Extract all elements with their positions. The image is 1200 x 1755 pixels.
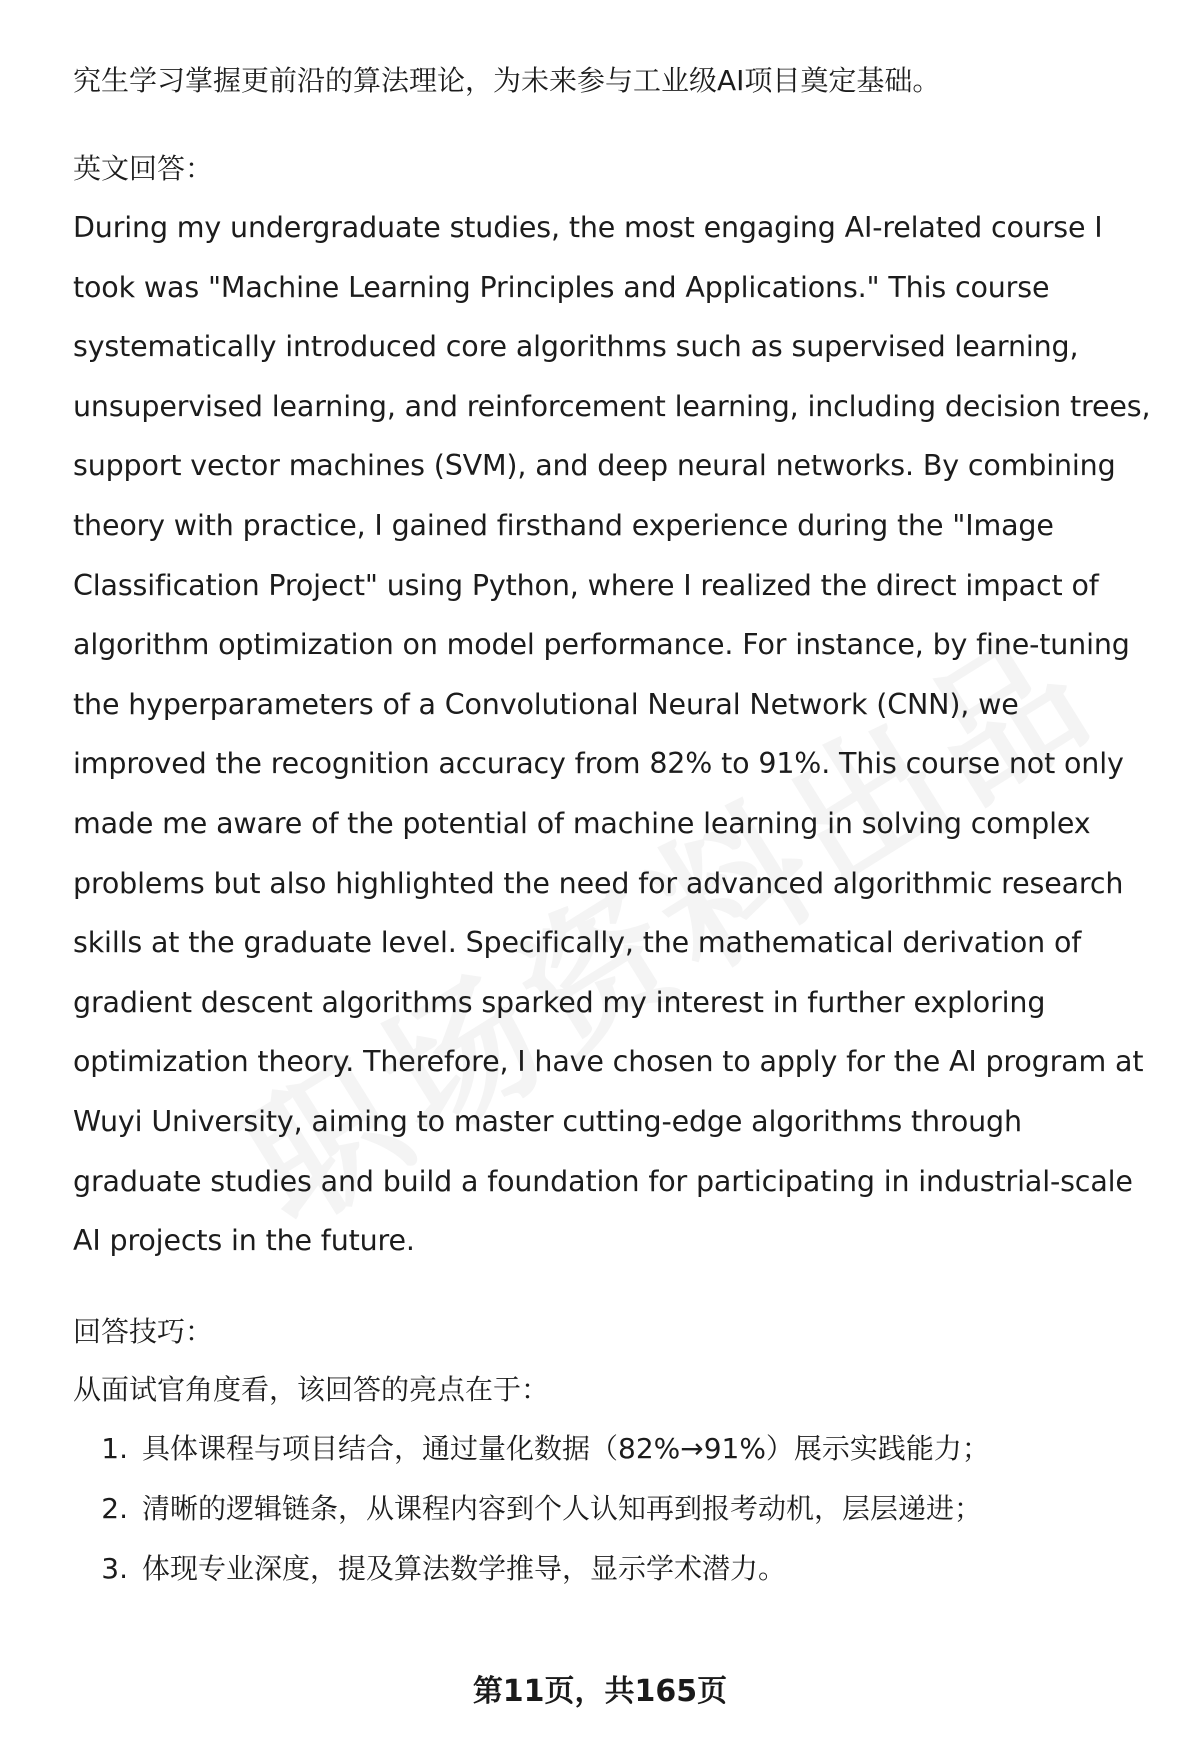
- answer-line: optimization theory. Therefore, I have chosen to apply for the AI program at: [73, 1045, 1144, 1079]
- list-item-number: 1.: [101, 1431, 128, 1465]
- page-content: [73, 52, 1163, 1599]
- answer-line: improved the recognition accuracy from 82% to 91%. This course not only: [73, 747, 1124, 781]
- list-item-text: 清晰的逻辑链条，从课程内容到个人认知再到报考动机，层层递进；: [142, 1491, 983, 1525]
- list-item-text: 具体课程与项目结合，通过量化数据（82%→91%）展示实践能力；: [142, 1431, 990, 1465]
- answer-line: the hyperparameters of a Convolutional Neural Network (CNN), we: [73, 687, 1019, 721]
- answer-line: problems but also highlighted the need for advanced algorithmic research: [73, 866, 1124, 900]
- continued-paragraph: 究生学习掌握更前沿的算法理论，为未来参与工业级AI项目奠定基础。: [73, 64, 941, 97]
- tips-list: [73, 1419, 1163, 1599]
- list-item: [73, 1479, 1163, 1539]
- english-answer-label: 英文回答：: [73, 152, 214, 185]
- answer-line: made me aware of the potential of machine learning in solving complex: [73, 806, 1091, 840]
- answer-line: theory with practice, I gained firsthand experience during the "Image: [73, 508, 1054, 542]
- list-item-number: 2.: [101, 1491, 128, 1525]
- answer-line: systematically introduced core algorithms such as supervised learning,: [73, 330, 1079, 364]
- answer-line: algorithm optimization on model performance. For instance, by fine-tuning: [73, 628, 1130, 662]
- answer-line: took was "Machine Learning Principles and Applications." This course: [73, 270, 1050, 304]
- answer-line: Wuyi University, aiming to master cutting-edge algorithms through: [73, 1104, 1022, 1138]
- answer-line: AI projects in the future.: [73, 1224, 415, 1258]
- answer-line: support vector machines (SVM), and deep neural networks. By combining: [73, 449, 1116, 483]
- list-item-text: 体现专业深度，提及算法数学推导，显示学术潜力。: [142, 1551, 787, 1585]
- list-item: [73, 1419, 1163, 1479]
- list-item-number: 3.: [101, 1551, 128, 1585]
- answer-line: gradient descent algorithms sparked my interest in further exploring: [73, 985, 1046, 1019]
- list-item: [73, 1539, 1163, 1599]
- page-number-footer: 第11页，共165页: [472, 1674, 728, 1709]
- answer-line: graduate studies and build a foundation for participating in industrial-scale: [73, 1164, 1133, 1198]
- english-answer-paragraph: [73, 198, 1163, 1271]
- tips-label: 回答技巧：: [73, 1314, 214, 1348]
- answer-line: Classification Project" using Python, where I realized the direct impact of: [73, 568, 1099, 602]
- answer-line: skills at the graduate level. Specifically, the mathematical derivation of: [73, 926, 1082, 960]
- tips-intro: 从面试官角度看，该回答的亮点在于：: [73, 1372, 550, 1406]
- answer-line: unsupervised learning, and reinforcement learning, including decision trees,: [73, 389, 1151, 423]
- answer-line: During my undergraduate studies, the most engaging AI-related course I: [73, 211, 1103, 244]
